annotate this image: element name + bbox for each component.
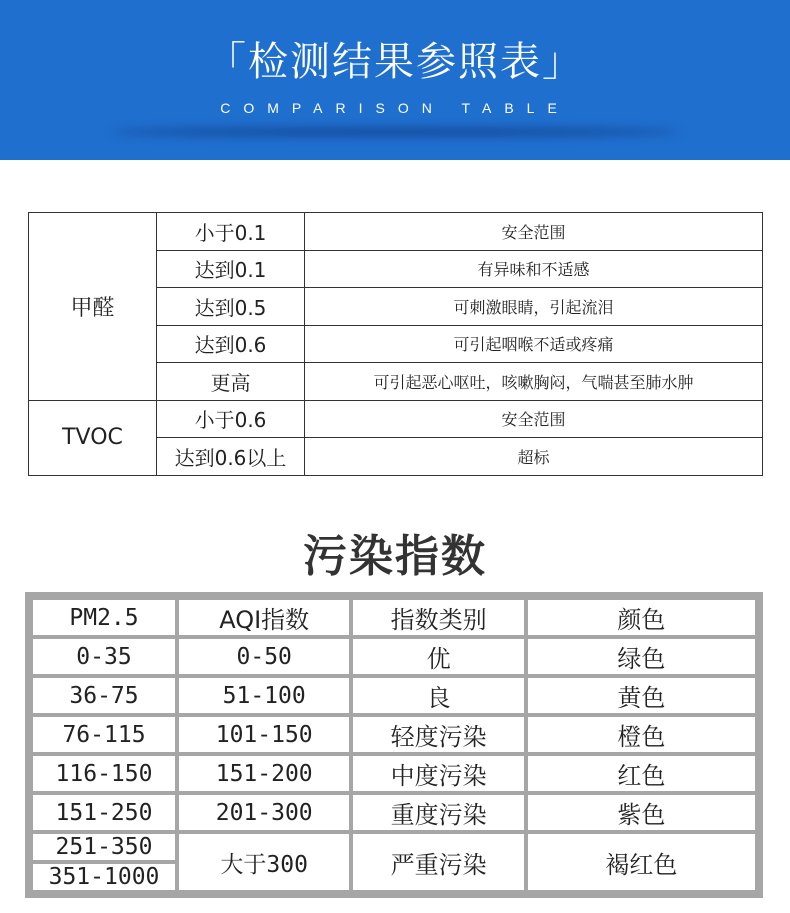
aqi-cell: 51-100: [179, 678, 349, 713]
level-cell: 更高: [157, 363, 305, 401]
category-cell: 良: [353, 678, 523, 713]
pm25-cell: 76-115: [33, 717, 175, 752]
formaldehyde-tvoc-table: [28, 212, 763, 476]
aqi-cell: 201-300: [179, 795, 349, 830]
group-name-formaldehyde: 甲醛: [29, 213, 157, 401]
effect-cell: 安全范围: [305, 213, 763, 251]
color-cell: 紫色: [528, 795, 755, 830]
table-row: [33, 795, 755, 830]
level-cell: 达到0.1: [157, 250, 305, 288]
level-cell: 达到0.6以上: [157, 438, 305, 476]
table-row: [33, 639, 755, 674]
pm25-cell: 0-35: [33, 639, 175, 674]
color-cell: 绿色: [528, 639, 755, 674]
aqi-cell: 151-200: [179, 756, 349, 791]
pm25-cell: 151-250: [33, 795, 175, 830]
group-name-tvoc: TVOC: [29, 400, 157, 475]
page-subtitle: COMPARISON TABLE: [220, 100, 570, 116]
column-header-category: 指数类别: [353, 600, 523, 635]
category-cell: 严重污染: [353, 834, 523, 890]
category-cell: 轻度污染: [353, 717, 523, 752]
table-header-row: [33, 600, 755, 635]
effect-cell: 可刺激眼睛，引起流泪: [305, 288, 763, 326]
pollution-index-heading: 污染指数: [303, 531, 487, 582]
column-header-pm25: PM2.5: [33, 600, 175, 635]
effect-cell: 可引起咽喉不适或疼痛: [305, 325, 763, 363]
color-cell: 橙色: [528, 717, 755, 752]
aqi-cell: 0-50: [179, 639, 349, 674]
effect-cell: 安全范围: [305, 400, 763, 438]
category-cell: 中度污染: [353, 756, 523, 791]
color-cell: 褐红色: [528, 834, 755, 890]
column-header-color: 颜色: [528, 600, 755, 635]
effect-cell: 超标: [305, 438, 763, 476]
page-title: 「检测结果参照表」: [206, 39, 584, 85]
pollution-index-table: [29, 596, 759, 894]
aqi-cell: 101-150: [179, 717, 349, 752]
level-cell: 达到0.5: [157, 288, 305, 326]
column-header-aqi: AQI指数: [179, 600, 349, 635]
table-row: [33, 756, 755, 791]
header-banner: [0, 0, 790, 160]
color-cell: 红色: [528, 756, 755, 791]
pm25-cell: 251-350: [33, 834, 175, 860]
aqi-cell: 大于300: [179, 834, 349, 890]
table-row: [33, 678, 755, 713]
level-cell: 达到0.6: [157, 325, 305, 363]
table-row: [29, 400, 763, 438]
table-row: [33, 834, 755, 860]
color-cell: 黄色: [528, 678, 755, 713]
pm25-cell: 36-75: [33, 678, 175, 713]
level-cell: 小于0.6: [157, 400, 305, 438]
effect-cell: 可引起恶心呕吐，咳嗽胸闷，气喘甚至肺水肿: [305, 363, 763, 401]
table-row: [29, 213, 763, 251]
pm25-cell: 116-150: [33, 756, 175, 791]
pm25-cell: 351-1000: [33, 864, 175, 890]
category-cell: 重度污染: [353, 795, 523, 830]
pollution-index-table-frame: [25, 592, 763, 898]
category-cell: 优: [353, 639, 523, 674]
table-row: [33, 717, 755, 752]
level-cell: 小于0.1: [157, 213, 305, 251]
title-shadow-decoration: [110, 128, 680, 136]
effect-cell: 有异味和不适感: [305, 250, 763, 288]
